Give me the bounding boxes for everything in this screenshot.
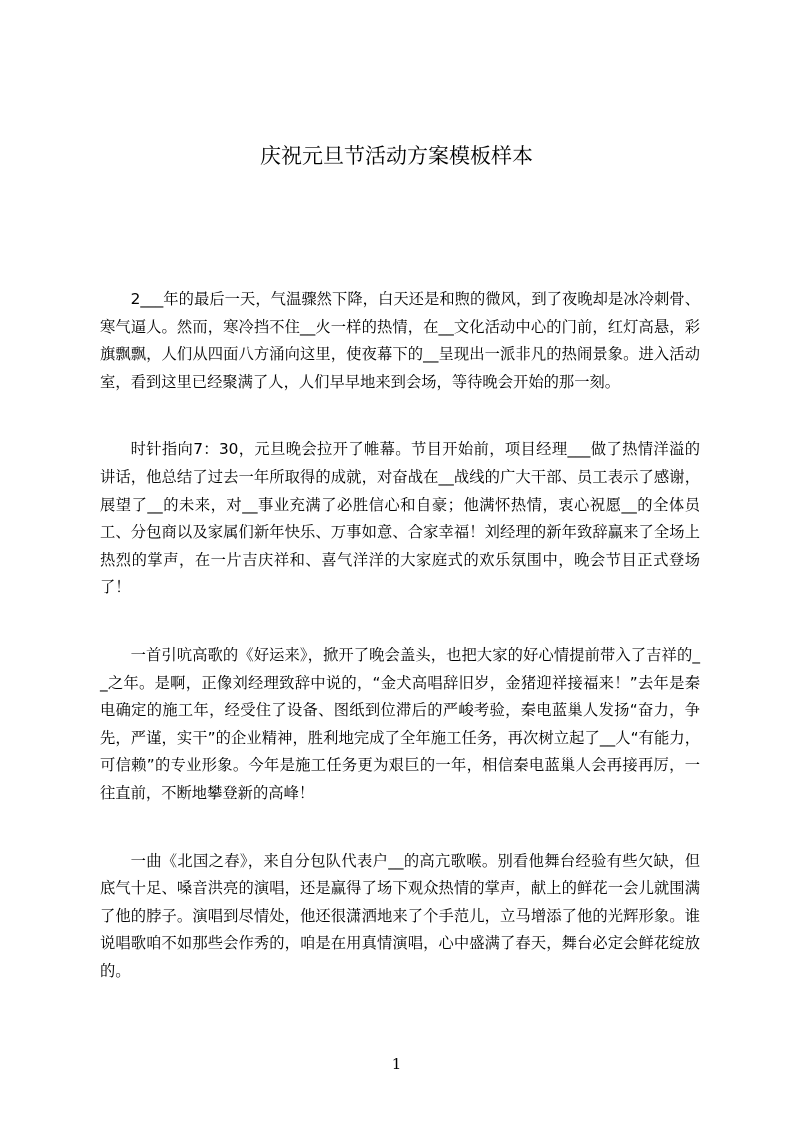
paragraph-3: 一首引吭高歌的《好运来》，掀开了晚会盖头，也把大家的好心情提前带入了吉祥的__之年。是啊，正像刘经理致辞中说的，“金犬高唱辞旧岁，金猪迎祥接福来！”去年是秦电确定的施工年，经受住了设备、图纸到位滞后的严峻考验，秦电蓝巢人发扬“奋力，争先，严谨，实干”的企业精神，胜利地完成了全年施工任务，再次树立起了__人“有能力，可信赖”的专业形象。今年是施工任务更为艰巨的一年，相信秦电蓝巢人会再接再厉，一往直前，不断地攀登新的高峰！ bbox=[100, 645, 700, 802]
document-title: 庆祝元旦节活动方案模板样本 bbox=[260, 144, 533, 168]
document-body bbox=[100, 286, 700, 1025]
paragraph-2: 时针指向7：30，元旦晚会拉开了帷幕。节目开始前，项目经理___做了热情洋溢的讲话，他总结了过去一年所取得的成就，对奋战在__战线的广大干部、员工表示了感谢，展望了__的未来，对__事业充满了必胜信心和自豪；他满怀热情，衷心祝愿__的全体员工、分包商以及家属们新年快乐、万事如意、合家幸福！刘经理的新年致辞赢来了全场上热烈的掌声，在一片吉庆祥和、喜气洋洋的大家庭式的欢乐氛围中，晚会节目正式登场了！ bbox=[100, 440, 700, 597]
paragraph-1: 2___年的最后一天，气温骤然下降，白天还是和煦的微风，到了夜晚却是冰冷刺骨、寒气逼人。然而，寒冷挡不住__火一样的热情，在__文化活动中心的门前，红灯高悬，彩旗飘飘，人们从四面八方涌向这里，使夜幕下的__呈现出一派非凡的热闹景象。进入活动室，看到这里已经聚满了人，人们早早地来到会场，等待晚会开始的那一刻。 bbox=[100, 290, 700, 391]
page-number: 1 bbox=[391, 1055, 402, 1073]
paragraph-4: 一曲《北国之春》，来自分包队代表户__的高亢歌喉。别看他舞台经验有些欠缺，但底气十足、嗓音洪亮的演唱，还是赢得了场下观众热情的掌声，献上的鲜花一会儿就围满了他的脖子。演唱到尽情处，他还很潇洒地来了个手范儿，立马增添了他的光辉形象。谁说唱歌咱不如那些会作秀的，咱是在用真情演唱，心中盛满了春天，舞台必定会鲜花绽放的。 bbox=[100, 851, 700, 980]
